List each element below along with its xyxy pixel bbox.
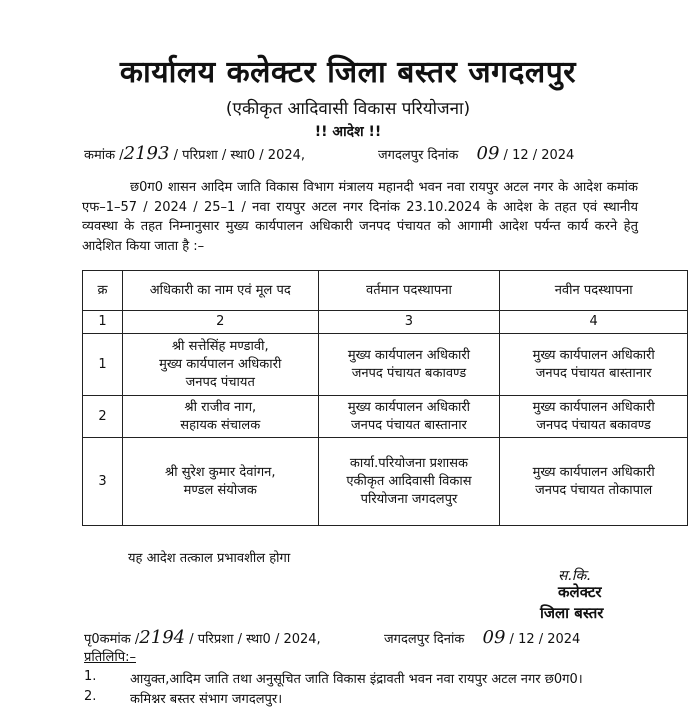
table-numbering-row <box>83 311 688 334</box>
posting-line: मुख्य कार्यपालन अधिकारी <box>532 464 655 480</box>
officer-cell <box>122 396 318 438</box>
copies-heading: प्रतिलिपि:– <box>84 650 136 665</box>
officer-line: श्री राजीव नाग, <box>184 399 257 415</box>
sr-cell: 3 <box>83 438 123 526</box>
copy-item-number: 1. <box>84 669 97 684</box>
posting-line: जनपद पंचायत बास्तानार <box>535 365 652 381</box>
table-row <box>83 396 688 438</box>
reference-codes: परिप्रशा / स्था0 / 2024, <box>182 148 306 163</box>
endorsement-date: जगदलपुर दिनांक 09 / 12 / 2024 <box>384 627 581 648</box>
signature-designation: कलेक्टर <box>558 583 602 601</box>
table-row <box>83 334 688 396</box>
new-posting-cell <box>500 334 688 396</box>
posting-line: मुख्य कार्यपालन अधिकारी <box>347 347 471 363</box>
reference-date-rest: 12 / 2024 <box>512 148 575 163</box>
endorsement-line: पृ0कमांक /2194 / परिप्रशा / स्था0 / 2024, <box>84 627 321 648</box>
officer-line: सहायक संचालक <box>180 417 261 433</box>
sr-cell: 2 <box>83 396 123 438</box>
header-cell: नवीन पदस्थापना <box>500 271 688 311</box>
signature-mark: स.कि. <box>558 568 591 584</box>
table-row <box>83 438 688 526</box>
signature-district: जिला बस्तर <box>540 604 604 622</box>
numbering-cell: 1 <box>83 311 123 334</box>
header-cell: वर्तमान पदस्थापना <box>318 271 500 311</box>
posting-line: जनपद पंचायत बकावण्ड <box>536 417 651 433</box>
reference-date-label: जगदलपुर दिनांक <box>378 148 459 163</box>
header-cell: अधिकारी का नाम एवं मूल पद <box>122 271 318 311</box>
endorsement-date-rest: 12 / 2024 <box>518 632 581 647</box>
officer-cell <box>122 438 318 526</box>
new-posting-cell <box>500 396 688 438</box>
current-posting-cell <box>318 396 500 438</box>
officer-line: जनपद पंचायत <box>185 374 255 390</box>
endorsement-number: 2194 <box>139 627 186 648</box>
endorsement-codes: परिप्रशा / स्था0 / 2024, <box>197 632 321 647</box>
numbering-cell: 4 <box>500 311 688 334</box>
posting-line: कार्या.परियोजना प्रशासक <box>349 455 468 471</box>
posting-line: मुख्य कार्यपालन अधिकारी <box>532 399 655 415</box>
posting-line: जनपद पंचायत बास्तानार <box>350 417 467 433</box>
officer-line: मण्डल संयोजक <box>183 482 257 498</box>
reference-line: कमांक /2193 / परिप्रशा / स्था0 / 2024, <box>84 143 306 164</box>
reference-date: जगदलपुर दिनांक 09 / 12 / 2024 <box>378 143 575 164</box>
copy-item-number: 2. <box>84 689 97 704</box>
numbering-cell: 2 <box>122 311 318 334</box>
officer-line: मुख्य कार्यपालन अधिकारी <box>159 356 282 372</box>
officer-cell <box>122 334 318 396</box>
officer-line: श्री सत्तेसिंह मण्डावी, <box>171 338 269 354</box>
posting-line: जनपद पंचायत तोकापाल <box>535 482 653 498</box>
order-paragraph <box>82 178 638 256</box>
posting-line: परियोजना जगदलपुर <box>360 491 458 507</box>
endorsement-date-label: जगदलपुर दिनांक <box>384 632 465 647</box>
copy-item-text: कमिश्नर बस्तर संभाग जगदलपुर। <box>130 692 283 707</box>
endorsement-prefix: पृ0कमांक <box>84 632 131 647</box>
posting-line: मुख्य कार्यपालन अधिकारी <box>532 347 655 363</box>
office-subtitle: (एकीकृत आदिवासी विकास परियोजना) <box>225 99 471 119</box>
numbering-cell: 3 <box>318 311 500 334</box>
current-posting-cell <box>318 334 500 396</box>
endorsement-date-day: 09 <box>482 627 506 648</box>
table-header-row <box>83 271 688 311</box>
header-cell: क्र <box>83 271 123 311</box>
current-posting-cell <box>318 438 500 526</box>
copy-item-text: आयुक्त,आदिम जाति तथा अनुसूचित जाति विकास इंद्रावती भवन नवा रायपुर अटल नगर छ0ग0। <box>130 672 583 687</box>
posting-table <box>82 270 688 526</box>
new-posting-cell <box>500 438 688 526</box>
posting-line: मुख्य कार्यपालन अधिकारी <box>347 399 471 415</box>
posting-line: जनपद पंचायत बकावण्ड <box>351 365 467 381</box>
officer-line: श्री सुरेश कुमार देवांगन, <box>164 464 276 480</box>
posting-line: एकीकृत आदिवासी विकास <box>346 473 472 489</box>
reference-date-day: 09 <box>476 143 500 164</box>
effective-note: यह आदेश तत्काल प्रभावशील होगा <box>128 551 291 566</box>
office-title: कार्यालय कलेक्टर जिला बस्तर जगदलपुर <box>119 55 577 90</box>
sr-cell: 1 <box>83 334 123 396</box>
reference-number: 2193 <box>123 143 170 164</box>
order-heading: !! आदेश !! <box>314 124 382 140</box>
reference-prefix: कमांक <box>84 148 116 163</box>
order-paragraph-text: छ0ग0 शासन आदिम जाति विकास विभाग मंत्रालय महानदी भवन नवा रायपुर अटल नगर के आदेश कमांक एफ–1–57 / 2024 / 25–1 / नवा रायपुर अटल नगर दिनांक 23.10.2024 के आदेश के तहत एवं स्थानीय व्यवस्था के तहत निम्नानुसार मुख्य कार्यपालन अधिकारी जनपद पंचायत को आगामी आदेश पर्यन्त कार्य करने हेतु आदेशित किया जाता है :– <box>82 180 638 254</box>
